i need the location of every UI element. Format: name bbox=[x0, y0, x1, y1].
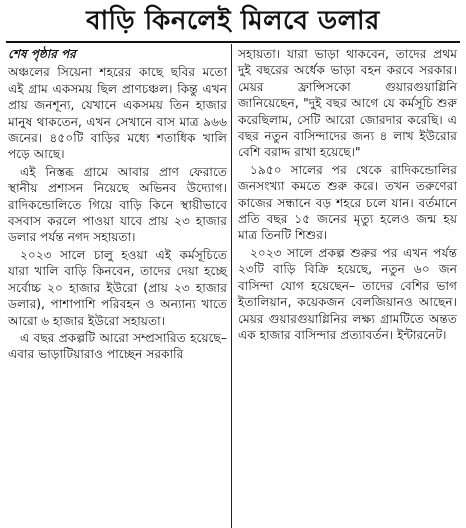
left-paragraph-1: অঞ্চলের সিয়েনা শহরের কাছে ছবির মতো এই গ্রাম একসময় ছিল প্রাণচঞ্চল। কিন্তু এখন প্রায় জনশূন্য, যেখানে একসময় তিন হাজার মানুষ থাকতেন, এখন সেখানে বাস মাত্র ৯৬৬ জনের। ৪৫০টি বাড়ির মধ্যে শতাধিক খালি পড়ে আছে। bbox=[8, 65, 227, 162]
left-column bbox=[8, 46, 227, 364]
left-paragraph-4: এ বছর প্রকল্পটি আরো সম্প্রসারিত হয়েছে– এবার ভাড়াটিয়ারাও পাচ্ছেন সরকারি bbox=[8, 330, 227, 362]
left-paragraph-3: ২০২৩ সালে চালু হওয়া এই কর্মসূচিতে যারা খালি বাড়ি কিনবেন, তাদের দেয়া হচ্ছে সর্বোচ্চ ২০ হাজার ইউরো (প্রায় ২৩ হাজার ডলার), পাশাপাশি পরিবহন ও অন্যান্য খাতে আরো ৬ হাজার ইউরো সহায়তা। bbox=[8, 247, 227, 328]
headline-rule bbox=[6, 41, 460, 43]
column-divider bbox=[231, 44, 232, 528]
right-paragraph-3: ২০২৩ সালে প্রকল্প শুরুর পর এখন পর্যন্ত ২৩টি বাড়ি বিক্রি হয়েছে, নতুন ৬০ জন বাসিন্দা যোগ হয়েছেন– তাদের বেশির ভাগ ইতালিয়ান, কয়েকজন বেলজিয়ানও আছেন। মেয়র গুয়ারগুয়াগ্লিনির লক্ষ্য গ্রামটিতে অন্তত এক হাজার বাসিন্দার প্রত্যাবর্তন। ইন্টারনেট। bbox=[238, 245, 457, 342]
left-paragraph-2: এই নিস্তব্ধ গ্রামে আবার প্রাণ ফেরাতে স্থানীয় প্রশাসন নিয়েছে অভিনব উদ্যোগ। রাদিকন্ডোলিতে গিয়ে বাড়ি কিনে স্থায়ীভাবে বসবাস করলে পাওয়া যাবে প্রায় ২৩ হাজার ডলার পর্যন্ত নগদ সহায়তা। bbox=[8, 164, 227, 245]
continuation-kicker: শেষ পৃষ্ঠার পর bbox=[8, 47, 76, 61]
right-column bbox=[238, 46, 457, 344]
headline: বাড়ি কিনলেই মিলবে ডলার bbox=[86, 6, 380, 36]
right-paragraph-2: ১৯৫০ সালের পর থেকে রাদিকন্ডোলির জনসংখ্যা কমতে শুরু করে। তখন তরুণেরা কাজের সন্ধানে বড় শহরে চলে যান। বর্তমানে প্রতি বছর ১৫ জনের মৃত্যু হলেও জন্ম হয় মাত্র তিনটি শিশুর। bbox=[238, 162, 457, 243]
right-paragraph-1: সহায়তা। যারা ভাড়া থাকবেন, তাদের প্রথম দুই বছরের অর্ধেক ভাড়া বহন করবে সরকার। মেয়র ফ্রান্সিসকো গুয়ারগুয়াগ্লিনি জানিয়েছেন, "দুই বছর আগে যে কর্মসূচি শুরু করেছিলাম, সেটি আরো জোরদার করেছি। এ বছর নতুন বাসিন্দাদের জন্য ৪ লাখ ইউরোর বেশি বরাদ্দ রাখা হয়েছে।" bbox=[238, 47, 457, 160]
